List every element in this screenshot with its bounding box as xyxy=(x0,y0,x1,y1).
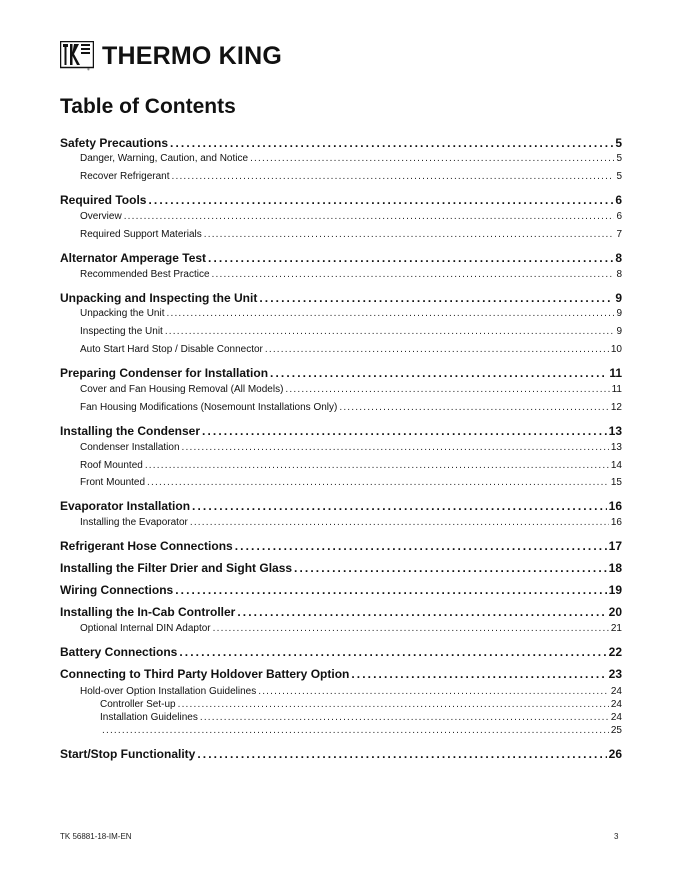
dot-leader xyxy=(270,366,607,380)
toc-entry-page-number: 20 xyxy=(608,605,622,619)
toc-entry-label: Evaporator Installation xyxy=(60,499,191,513)
dot-leader xyxy=(200,712,609,723)
toc-entry-label: Cover and Fan Housing Removal (All Models) xyxy=(80,384,284,395)
toc-entry-section[interactable] xyxy=(60,583,622,597)
toc-entry-subsection[interactable] xyxy=(60,517,622,528)
dot-leader xyxy=(192,499,607,513)
dot-leader xyxy=(259,291,613,305)
dot-leader xyxy=(265,344,609,355)
toc-entry-subsection[interactable] xyxy=(60,326,622,337)
toc-entry-label: Safety Precautions xyxy=(60,136,169,150)
dot-leader xyxy=(250,153,614,164)
toc-entry-page-number: 6 xyxy=(615,193,622,207)
dot-leader xyxy=(339,402,609,413)
toc-entry-label: Danger, Warning, Caution, and Notice xyxy=(80,153,249,164)
toc-entry-label: Unpacking and Inspecting the Unit xyxy=(60,291,258,305)
toc-entry-page-number: 21 xyxy=(610,623,622,634)
toc-entry-page-number: 14 xyxy=(610,460,622,471)
dot-leader xyxy=(285,384,609,395)
toc-entry-subsection[interactable] xyxy=(60,686,622,697)
toc-entry-page-number: 26 xyxy=(608,747,622,761)
toc-entry-section[interactable] xyxy=(60,667,622,681)
dot-leader xyxy=(145,460,609,471)
dot-leader xyxy=(165,326,615,337)
toc-entry-section[interactable] xyxy=(60,366,622,380)
toc-entry-page-number: 22 xyxy=(608,645,622,659)
toc-entry-page-number: 9 xyxy=(616,326,622,337)
toc-entry-section[interactable] xyxy=(60,561,622,575)
toc-entry-section[interactable] xyxy=(60,136,622,150)
dot-leader xyxy=(147,477,609,488)
toc-entry-label: Installing the Filter Drier and Sight Glass xyxy=(60,561,293,575)
toc-entry-label: Fan Housing Modifications (Nosemount Installations Only) xyxy=(80,402,338,413)
dot-leader xyxy=(235,539,607,553)
toc-entry-label: Installation Guidelines xyxy=(100,712,198,723)
toc-entry-subsection[interactable] xyxy=(60,171,622,182)
toc-entry-subsection[interactable] xyxy=(60,269,622,280)
toc-entry-label: Recover Refrigerant xyxy=(80,171,170,182)
toc-entry-label: Preparing Condenser for Installation xyxy=(60,366,269,380)
dot-leader xyxy=(178,699,609,710)
toc-entry-label: Refrigerant Hose Connections xyxy=(60,539,233,553)
dot-leader xyxy=(167,308,615,319)
dot-leader xyxy=(197,747,606,761)
toc-entry-subsection[interactable] xyxy=(60,384,622,395)
toc-entry-subsection[interactable] xyxy=(60,211,622,222)
toc-entry-page-number: 9 xyxy=(615,291,622,305)
toc-entry-page-number: 5 xyxy=(616,171,622,182)
toc-entry-label: Condenser Installation xyxy=(80,442,180,453)
toc-entry-page-number: 24 xyxy=(610,699,622,710)
toc-entry-page-number: 16 xyxy=(610,517,622,528)
toc-entry-section[interactable] xyxy=(60,193,622,207)
toc-entry-subsection[interactable] xyxy=(60,344,622,355)
toc-entry-page-number: 13 xyxy=(608,424,622,438)
dot-leader xyxy=(171,171,614,182)
brand-logo xyxy=(60,41,282,71)
toc-entry-page-number: 7 xyxy=(616,229,622,240)
toc-entry-page-number: 8 xyxy=(615,251,622,265)
toc-entry-subsection[interactable] xyxy=(60,699,622,710)
toc-entry-label: Installing the In-Cab Controller xyxy=(60,605,236,619)
dot-leader xyxy=(170,136,613,150)
toc-entry-page-number: 5 xyxy=(616,153,622,164)
dot-leader xyxy=(237,605,606,619)
toc-entry-label: Alternator Amperage Test xyxy=(60,251,207,265)
toc-entry-subsection[interactable] xyxy=(60,460,622,471)
document-id: TK 56881-18-IM-EN xyxy=(60,832,132,841)
toc-entry-label: Connecting to Third Party Holdover Battery Option xyxy=(60,667,350,681)
toc-entry-page-number: 16 xyxy=(608,499,622,513)
toc-entry-label: Wiring Connections xyxy=(60,583,174,597)
toc-entry-section[interactable] xyxy=(60,499,622,513)
dot-leader xyxy=(294,561,607,575)
toc-entry-section[interactable] xyxy=(60,539,622,553)
toc-entry-label: Roof Mounted xyxy=(80,460,143,471)
dot-leader xyxy=(212,269,615,280)
toc-entry-subsection[interactable] xyxy=(60,229,622,240)
toc-entry-page-number: 6 xyxy=(616,211,622,222)
dot-leader xyxy=(179,645,606,659)
toc-entry-section[interactable] xyxy=(60,424,622,438)
toc-entry-page-number: 24 xyxy=(610,686,622,697)
dot-leader xyxy=(124,211,615,222)
toc-entry-label: Overview xyxy=(80,211,122,222)
toc-entry-subsection[interactable] xyxy=(60,725,622,736)
toc-entry-page-number: 9 xyxy=(616,308,622,319)
toc-entry-section[interactable] xyxy=(60,645,622,659)
brand-name: THERMO KING xyxy=(102,41,282,70)
toc-entry-label: Hold-over Option Installation Guidelines xyxy=(80,686,257,697)
svg-text:®: ® xyxy=(87,66,90,71)
toc-entry-label: Inspecting the Unit xyxy=(80,326,163,337)
toc-entry-page-number: 15 xyxy=(610,477,622,488)
dot-leader xyxy=(258,686,609,697)
toc-entry-page-number: 23 xyxy=(608,667,622,681)
toc-entry-page-number: 11 xyxy=(611,384,622,395)
toc-entry-page-number: 19 xyxy=(608,583,622,597)
dot-leader xyxy=(175,583,606,597)
dot-leader xyxy=(213,623,609,634)
toc-entry-label: Required Support Materials xyxy=(80,229,202,240)
toc-entry-subsection[interactable] xyxy=(60,712,622,723)
toc-entry-page-number: 8 xyxy=(616,269,622,280)
dot-leader xyxy=(148,193,613,207)
toc-entry-label: Start/Stop Functionality xyxy=(60,747,196,761)
dot-leader xyxy=(208,251,613,265)
toc-entry-label: Unpacking the Unit xyxy=(80,308,165,319)
toc-entry-subsection[interactable] xyxy=(60,442,622,453)
toc-entry-subsection[interactable] xyxy=(60,308,622,319)
toc-entry-label: Controller Set-up xyxy=(100,699,176,710)
toc-entry-label: Optional Internal DIN Adaptor xyxy=(80,623,211,634)
toc-entry-page-number: 5 xyxy=(615,136,622,150)
page-title: Table of Contents xyxy=(60,95,236,118)
toc-entry-section[interactable] xyxy=(60,291,622,305)
dot-leader xyxy=(202,424,607,438)
toc-entry-section[interactable] xyxy=(60,605,622,619)
toc-entry-label: Recommended Best Practice xyxy=(80,269,210,280)
toc-entry-section[interactable] xyxy=(60,747,622,761)
toc-entry-page-number: 12 xyxy=(610,402,622,413)
dot-leader xyxy=(190,517,609,528)
toc-entry-page-number: 25 xyxy=(610,725,622,736)
toc-entry-page-number: 17 xyxy=(608,539,622,553)
dot-leader xyxy=(182,442,609,453)
dot-leader xyxy=(351,667,606,681)
toc-entry-page-number: 10 xyxy=(610,344,622,355)
toc-entry-section[interactable] xyxy=(60,251,622,265)
toc-entry-label: Auto Start Hard Stop / Disable Connector xyxy=(80,344,263,355)
thermo-king-logo-icon xyxy=(60,41,94,71)
dot-leader xyxy=(102,725,609,736)
toc-entry-page-number: 13 xyxy=(610,442,622,453)
toc-entry-subsection[interactable] xyxy=(60,402,622,413)
toc-entry-subsection[interactable] xyxy=(60,477,622,488)
toc-entry-page-number: 18 xyxy=(608,561,622,575)
toc-entry-label: Battery Connections xyxy=(60,645,178,659)
page-number: 3 xyxy=(614,832,619,841)
toc-entry-label: Installing the Evaporator xyxy=(80,517,188,528)
toc-entry-label: Installing the Condenser xyxy=(60,424,201,438)
toc-entry-label: Front Mounted xyxy=(80,477,146,488)
toc-entry-subsection[interactable] xyxy=(60,153,622,164)
dot-leader xyxy=(204,229,615,240)
toc-entry-subsection[interactable] xyxy=(60,623,622,634)
toc-entry-page-number: 24 xyxy=(610,712,622,723)
toc-entry-label: Required Tools xyxy=(60,193,147,207)
toc-entry-page-number: 11 xyxy=(609,366,622,380)
